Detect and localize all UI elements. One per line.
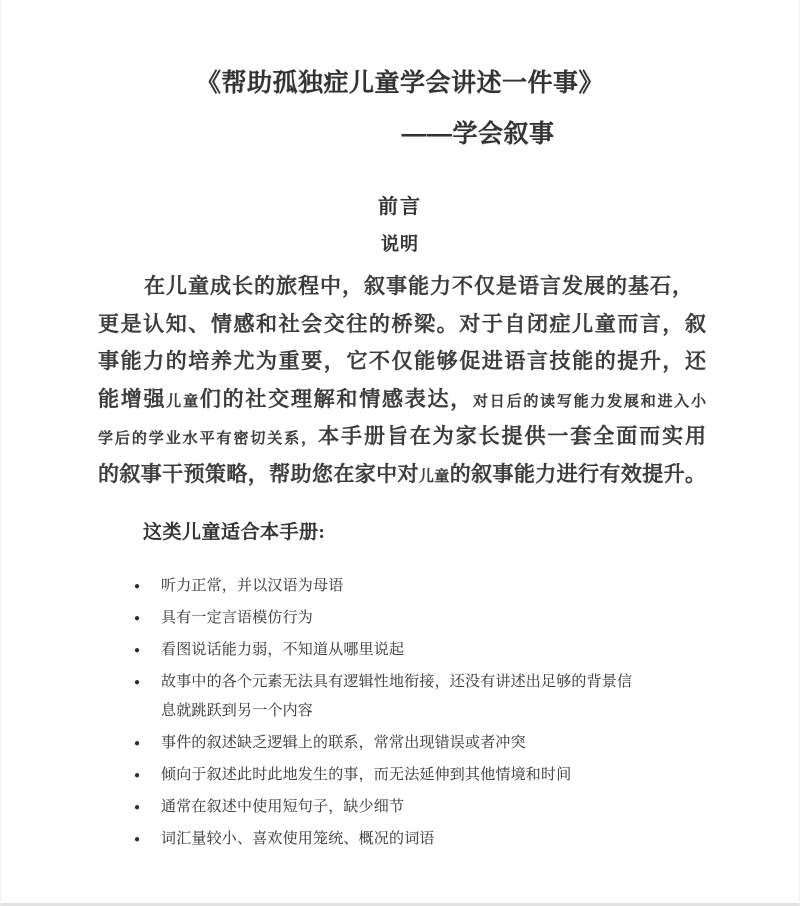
- list-item: [134, 604, 644, 633]
- bullet-icon: ●: [134, 613, 141, 624]
- paragraph-line: [98, 456, 706, 494]
- preface-paragraph: [98, 268, 706, 493]
- bullet-icon: ●: [134, 645, 141, 656]
- bullet-icon: ●: [134, 738, 141, 749]
- list-item-text: 故事中的各个元素无法具有逻辑性地衔接，还没有讲述出足够的背景信息就跳跃到另一个内容: [161, 674, 633, 719]
- paragraph-text-run: 的叙事能力进行有效提升。: [449, 461, 707, 486]
- suitability-list-heading: 这类儿童适合本手册:: [143, 522, 326, 543]
- list-item: [134, 572, 644, 601]
- list-item: [134, 761, 644, 790]
- paragraph-text-run: 对日后的读写能力发展和进入小: [473, 393, 706, 410]
- list-item-text: 具有一定言语模仿行为: [161, 610, 314, 626]
- paragraph-line: [98, 418, 706, 456]
- paragraph-text-run: 能增强: [98, 386, 167, 411]
- list-item: [134, 825, 644, 854]
- paragraph-text-run: 事能力的培养尤为重要，它不仅能够促进语言技能的提升，还: [98, 349, 706, 373]
- paragraph-text-run: 更是认知、情感和社会交往的桥梁。对于自闭症儿童而言，叙: [98, 311, 706, 336]
- paragraph-text-run: 们的社交理解和情感表达，: [199, 386, 474, 411]
- list-item-text: 事件的叙述缺乏逻辑上的联系，常常出现错误或者冲突: [161, 735, 526, 751]
- suitability-list: [134, 572, 644, 854]
- list-item-text: 听力正常，并以汉语为母语: [161, 578, 344, 594]
- paragraph-text-run: 在儿童成长的旅程中，叙事能力不仅是语言发展的基石，: [144, 274, 694, 298]
- bullet-icon: ●: [134, 581, 141, 592]
- paragraph-text-run: 本手册旨在为家长提供一套全面而实用: [318, 424, 706, 448]
- list-item: [134, 636, 644, 665]
- paragraph-line: [98, 268, 706, 306]
- list-item-text: 词汇量较小、喜欢使用笼统、概况的词语: [161, 831, 435, 847]
- paragraph-line: [98, 306, 706, 344]
- list-item: [134, 668, 644, 726]
- bullet-icon: ●: [134, 834, 141, 845]
- paragraph-text-run: 的叙事干预策略，帮助您在家中对: [98, 461, 419, 486]
- paragraph-text-run: 学后的学业水平有密切关系，: [98, 431, 319, 447]
- list-item: [134, 729, 644, 758]
- explanation-heading: 说明: [381, 234, 419, 254]
- bullet-icon: ●: [134, 677, 141, 688]
- paragraph-text-run: 儿童: [418, 468, 450, 485]
- document-subtitle: ——学会叙事: [401, 120, 555, 148]
- paragraph-text-run: 儿童: [166, 393, 200, 410]
- list-item-text: 倾向于叙述此时此地发生的事，而无法延伸到其他情境和时间: [161, 767, 572, 783]
- list-item-text: 看图说话能力弱，不知道从哪里说起: [161, 642, 405, 658]
- bullet-icon: ●: [134, 802, 141, 813]
- paragraph-line: [98, 381, 706, 419]
- paragraph-line: [98, 343, 706, 381]
- list-item: [134, 793, 644, 822]
- list-item-text: 通常在叙述中使用短句子，缺少细节: [161, 799, 405, 815]
- bullet-icon: ●: [134, 770, 141, 781]
- preface-heading: 前言: [378, 196, 422, 218]
- document-title: 《帮助孤独症儿童学会讲述一件事》: [195, 69, 604, 97]
